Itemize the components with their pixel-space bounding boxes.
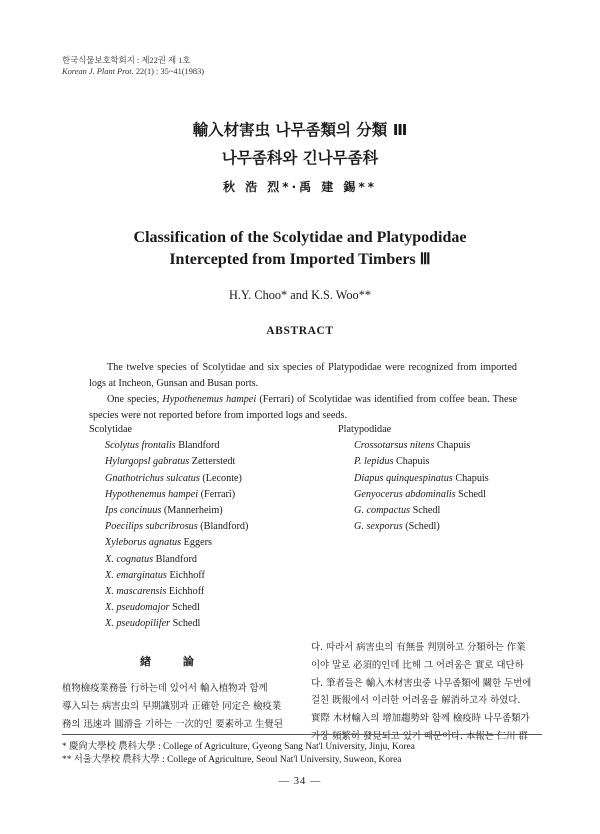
text-line: 가장 頻繁히 發見되고 있기 때문이다. 本報는 仁川 群 <box>311 730 528 742</box>
species-author: Schedl <box>170 618 201 630</box>
species-author: Schedl <box>169 602 200 614</box>
species-author: Schedl <box>410 505 441 517</box>
text-line: 植物檢疫業務를 行하는데 있어서 輸入植物과 함께 <box>62 683 268 694</box>
introduction-heading: 緖 論 <box>140 655 208 668</box>
species-name: G. sexporus <box>354 521 403 533</box>
species-author: Chapuis <box>452 472 489 484</box>
species-item <box>338 438 538 454</box>
platypodidae-heading: Platypodidae <box>338 424 392 435</box>
page-number: — 34 — <box>278 776 322 787</box>
abstract-heading: ABSTRACT <box>266 325 334 337</box>
species-item <box>89 584 329 600</box>
intro-left-column <box>62 680 302 733</box>
species-item <box>89 503 329 519</box>
intro-right-column <box>311 639 543 746</box>
scolytidae-heading: Scolytidae <box>89 424 133 435</box>
species-name: Hylurgopsl gabratus <box>105 456 190 468</box>
footnote-text: 慶尙大學校 農科大學 : College of Agriculture, Gyeong Sang Nat'l University, Jinju, Korea <box>69 742 415 752</box>
text-line: 實際 木材輸入의 增加趨勢와 함께 檢疫時 나무좀類가 <box>311 713 530 725</box>
species-name: Hypothenemus hampei <box>105 488 199 500</box>
species-item <box>89 552 329 568</box>
species-author: (Schedl) <box>402 521 440 533</box>
text-line: 導入되는 病害虫의 早期識別과 正確한 同定은 檢疫業 <box>62 700 282 712</box>
species-item <box>89 519 329 535</box>
species-name: Hypothenemus hampei <box>162 394 257 405</box>
species-item <box>89 600 329 616</box>
species-name: Genyocerus abdominalis <box>354 488 456 500</box>
species-name: X. mascarensis <box>105 586 167 598</box>
species-item <box>89 568 329 584</box>
footnote-divider <box>62 734 542 735</box>
species-author: Chapuis <box>393 456 430 468</box>
species-item <box>338 471 538 487</box>
species-item <box>89 438 329 454</box>
species-item <box>338 487 538 503</box>
species-item <box>338 519 538 535</box>
species-author: (Ferrari) <box>198 488 236 500</box>
journal-name-en: Korean J. Plant Prot. <box>62 66 134 76</box>
species-name: X. pseudopilifer <box>105 618 171 630</box>
species-item <box>89 454 329 470</box>
species-name: Xyleborus agnatus <box>105 537 182 549</box>
species-name: G. compactus <box>354 505 411 517</box>
english-title-line1: Classification of the Scolytidae and Platypodidae <box>133 229 467 246</box>
text-line: 걸친 既報에서 이러한 어려움을 解消하고자 하였다. <box>311 695 521 707</box>
scolytidae-list <box>89 422 329 633</box>
species-item <box>89 471 329 487</box>
species-name: X. emarginatus <box>105 569 167 581</box>
footnote-mark: * <box>62 742 70 752</box>
species-author: Schedl <box>455 488 486 500</box>
species-author: Blandford <box>153 553 197 565</box>
text-line: 다. 따라서 病害虫의 有無를 判別하고 分類하는 作業 <box>311 642 526 653</box>
species-name: Scolytus frontalis <box>105 440 176 452</box>
species-author: (Leconte) <box>199 472 242 484</box>
species-author: Zetterstedt <box>189 456 236 468</box>
species-author: Eggers <box>181 537 212 549</box>
species-author: Chapuis <box>434 440 471 452</box>
species-name: X. pseudomajor <box>105 602 170 614</box>
species-item <box>89 535 329 551</box>
species-item <box>89 616 329 632</box>
korean-title-line1: 輸入材害虫 나무좀類의 分類 Ⅲ <box>192 121 408 139</box>
text-line: 이야 말로 必須的인데 比해 그 어려움은 實로 대단하 <box>311 659 524 671</box>
english-authors: H.Y. Choo* and K.S. Woo** <box>228 288 372 302</box>
species-name: Poecilips subcribrosus <box>105 521 198 533</box>
text-line: 務의 迅速과 圓滑을 기하는 一次的인 要素하고 生覺된 <box>62 718 283 730</box>
species-item <box>338 503 538 519</box>
abstract-paragraph-1: The twelve species of Scolytidae and six species of Platypodidae were recognized from imported logs at Incheon, Gunsan and Busan ports. <box>89 362 517 389</box>
species-name: X. cognatus <box>105 553 154 565</box>
footnote-text: 서울大學校 農科大學 : College of Agriculture, Seoul Nat'l University, Suweon, Korea <box>73 755 402 765</box>
species-name: Crossotarsus nitens <box>354 440 435 452</box>
species-author: Eichhoff <box>166 586 205 598</box>
english-title-line2: Intercepted from Imported Timbers Ⅲ <box>169 251 431 268</box>
text-line: 다. 筆者들은 輸入木材害虫중 나무좀類에 關한 두번에 <box>311 677 532 689</box>
species-name: Ips concinuus <box>105 505 162 517</box>
journal-name-ko: 한국식물보호학회지 : 제22권 제 1호 <box>62 56 191 65</box>
abstract-paragraph-2: One species, Hypothenemus hampei (Ferrari) of Scolytidae was identified from coffee bean. These species were not reported before from imported logs and seeds. <box>89 394 517 421</box>
species-name: Gnathotrichus sulcatus <box>105 472 200 484</box>
species-name: Diapus quinquespinatus <box>354 472 453 484</box>
journal-citation <box>62 67 204 78</box>
species-author: Eichhoff <box>166 569 205 581</box>
korean-authors: 秋 浩 烈*·禹 建 錫** <box>222 180 378 194</box>
species-author: (Mannerheim) <box>161 505 223 517</box>
journal-header <box>62 56 204 77</box>
species-item <box>89 487 329 503</box>
footnote-mark: ** <box>62 755 74 765</box>
species-item <box>338 454 538 470</box>
korean-title-line2: 나무좀科와 긴나무좀科 <box>221 149 379 167</box>
journal-ref: 22(1) : 35~41(1983) <box>133 66 205 76</box>
species-author: (Blandford) <box>197 521 249 533</box>
platypodidae-list <box>338 422 538 535</box>
footnote-1 <box>62 741 542 754</box>
footnote-2 <box>62 754 542 767</box>
species-author: Blandford <box>175 440 220 452</box>
species-name: P. lepidus <box>354 456 394 468</box>
